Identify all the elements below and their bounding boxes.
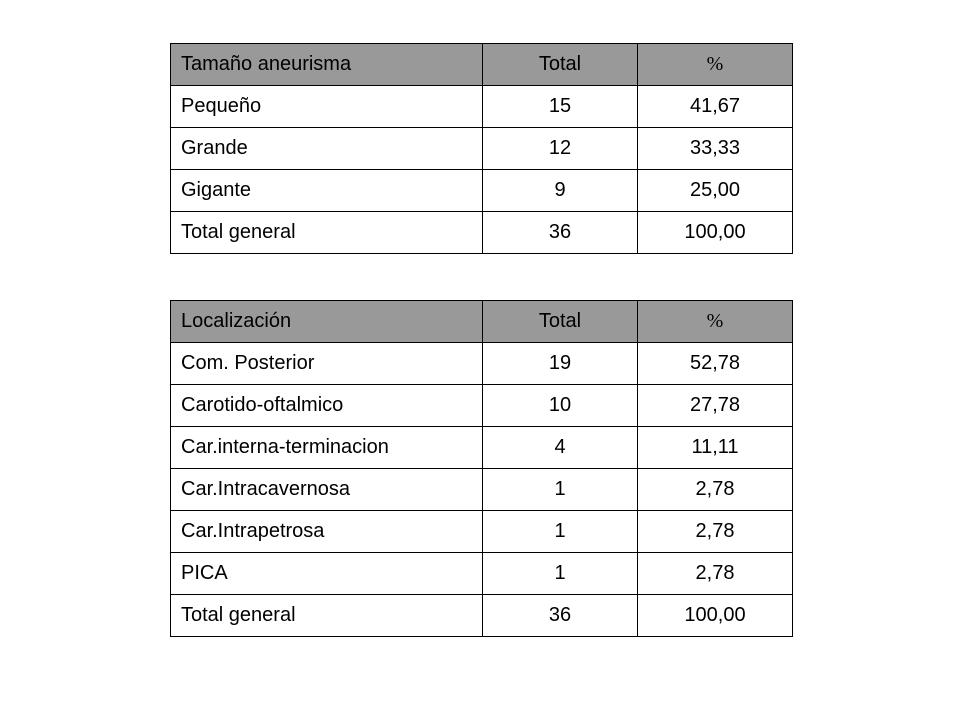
column-header-location: Localización (171, 301, 483, 343)
size-total: 36 (483, 212, 638, 254)
size-percent: 25,00 (638, 170, 793, 212)
table-row (171, 427, 793, 469)
column-header-percent: % (638, 301, 793, 343)
location-percent: 2,78 (638, 511, 793, 553)
table-row (171, 385, 793, 427)
size-percent: 100,00 (638, 212, 793, 254)
size-total: 12 (483, 128, 638, 170)
location-percent: 2,78 (638, 553, 793, 595)
location-percent: 11,11 (638, 427, 793, 469)
table-total-row (171, 595, 793, 637)
location-total: 10 (483, 385, 638, 427)
location-percent: 2,78 (638, 469, 793, 511)
table-header-row (171, 44, 793, 86)
column-header-total: Total (483, 44, 638, 86)
table-row (171, 128, 793, 170)
table-row (171, 553, 793, 595)
location-label: Total general (171, 595, 483, 637)
location-label: Car.Intrapetrosa (171, 511, 483, 553)
column-header-percent: % (638, 44, 793, 86)
size-percent: 41,67 (638, 86, 793, 128)
location-total: 4 (483, 427, 638, 469)
table-header-row (171, 301, 793, 343)
location-total: 1 (483, 469, 638, 511)
size-percent: 33,33 (638, 128, 793, 170)
column-header-size: Tamaño aneurisma (171, 44, 483, 86)
size-label: Total general (171, 212, 483, 254)
table-row (171, 511, 793, 553)
location-total: 1 (483, 511, 638, 553)
size-label: Pequeño (171, 86, 483, 128)
aneurysm-location-table (170, 300, 793, 637)
size-total: 9 (483, 170, 638, 212)
table-total-row (171, 212, 793, 254)
table-row (171, 343, 793, 385)
size-total: 15 (483, 86, 638, 128)
column-header-total: Total (483, 301, 638, 343)
location-total: 1 (483, 553, 638, 595)
location-total: 19 (483, 343, 638, 385)
location-label: Com. Posterior (171, 343, 483, 385)
location-label: Car.Intracavernosa (171, 469, 483, 511)
location-label: PICA (171, 553, 483, 595)
location-label: Carotido-oftalmico (171, 385, 483, 427)
aneurysm-size-table (170, 43, 793, 254)
size-label: Grande (171, 128, 483, 170)
table-row (171, 86, 793, 128)
size-label: Gigante (171, 170, 483, 212)
table-row (171, 170, 793, 212)
location-label: Car.interna-terminacion (171, 427, 483, 469)
location-total: 36 (483, 595, 638, 637)
location-percent: 27,78 (638, 385, 793, 427)
table-row (171, 469, 793, 511)
location-percent: 52,78 (638, 343, 793, 385)
location-percent: 100,00 (638, 595, 793, 637)
